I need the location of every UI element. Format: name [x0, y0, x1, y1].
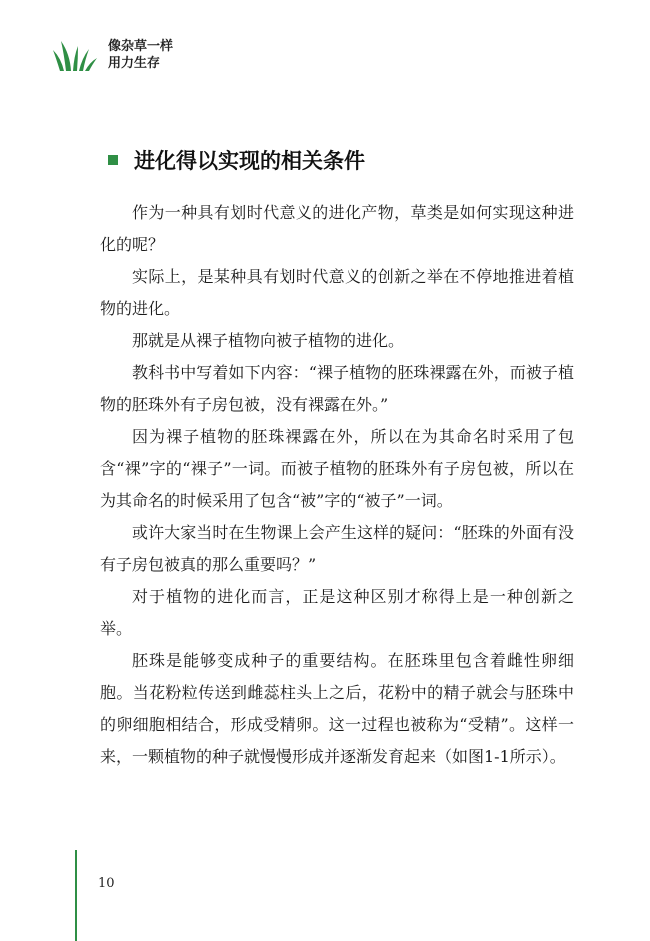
- running-header: [52, 38, 173, 72]
- footer-rule: [75, 850, 77, 941]
- book-title: [108, 38, 173, 72]
- paragraph: 那就是从裸子植物向被子植物的进化。: [132, 331, 405, 350]
- grass-icon: [52, 38, 98, 72]
- section-title: 进化得以实现的相关条件: [134, 149, 365, 173]
- book-title-line-2: 用力生存: [108, 56, 161, 71]
- paragraph: 实际上，是某种具有划时代意义的创新之举在不停地推进着植物的进化。: [100, 267, 574, 318]
- square-bullet-icon: [108, 155, 118, 165]
- paragraph: 因为裸子植物的胚珠裸露在外，所以在为其命名时采用了包含“裸”字的“裸子”一词。而被子植物的胚珠外有子房包被，所以在为其命名的时候采用了包含“被”字的“被子”一词。: [100, 427, 574, 510]
- paragraph: 教科书中写着如下内容：“裸子植物的胚珠裸露在外，而被子植物的胚珠外有子房包被，没有裸露在外。”: [100, 363, 574, 414]
- book-title-line-1: 像杂草一样: [108, 39, 174, 54]
- body-text: [100, 197, 574, 773]
- paragraph: 对于植物的进化而言，正是这种区别才称得上是一种创新之举。: [100, 587, 574, 638]
- page-number: 10: [98, 876, 115, 891]
- paragraph: 胚珠是能够变成种子的重要结构。在胚珠里包含着雌性卵细胞。当花粉粒传送到雌蕊柱头上之后，花粉中的精子就会与胚珠中的卵细胞相结合，形成受精卵。这一过程也被称为“受精”。这样一来，一颗植物的种子就慢慢形成并逐渐发育起来（如图1-1所示）。: [100, 651, 574, 766]
- paragraph: 或许大家当时在生物课上会产生这样的疑问：“胚珠的外面有没有子房包被真的那么重要吗？”: [100, 523, 574, 574]
- section-heading: [108, 145, 365, 175]
- paragraph: 作为一种具有划时代意义的进化产物，草类是如何实现这种进化的呢？: [100, 203, 574, 254]
